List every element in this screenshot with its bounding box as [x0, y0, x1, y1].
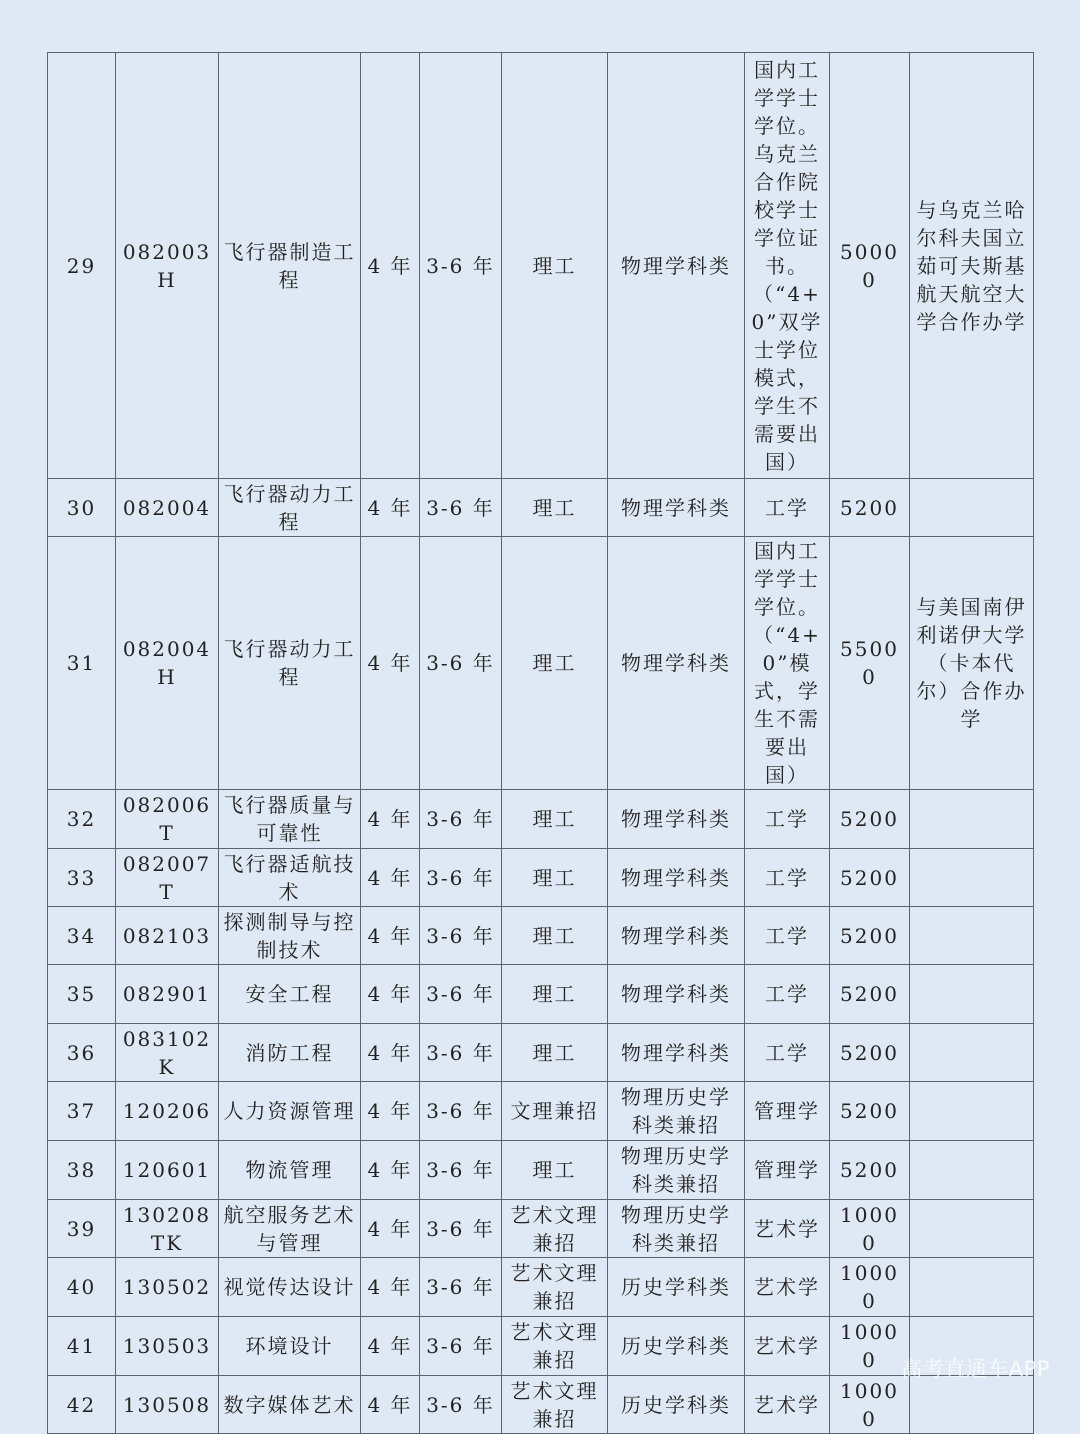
table-row: [48, 907, 1034, 965]
cell-category: 理工: [502, 53, 608, 479]
cell-note: [910, 479, 1034, 537]
cell-name: 物流管理: [219, 1141, 361, 1200]
table-row: [48, 1141, 1034, 1200]
cell-study-years: 3-6 年: [420, 907, 502, 965]
cell-category: 艺术文理兼招: [502, 1200, 608, 1258]
cell-fee: 55000: [830, 537, 910, 790]
cell-category: 理工: [502, 790, 608, 849]
cell-duration: 4 年: [361, 1200, 420, 1258]
cell-category: 理工: [502, 537, 608, 790]
table-row: [48, 790, 1034, 849]
cell-category: 理工: [502, 1024, 608, 1082]
cell-duration: 4 年: [361, 965, 420, 1024]
cell-num: 42: [48, 1376, 116, 1434]
cell-note: [910, 1376, 1034, 1434]
cell-duration: 4 年: [361, 1258, 420, 1317]
cell-duration: 4 年: [361, 907, 420, 965]
cell-num: 33: [48, 849, 116, 907]
cell-subject: 物理学科类: [608, 53, 745, 479]
cell-name: 消防工程: [219, 1024, 361, 1082]
cell-category: 理工: [502, 965, 608, 1024]
cell-num: 34: [48, 907, 116, 965]
cell-subject: 历史学科类: [608, 1317, 745, 1376]
cell-name: 飞行器动力工程: [219, 537, 361, 790]
cell-duration: 4 年: [361, 1376, 420, 1434]
cell-code: 130508: [116, 1376, 219, 1434]
cell-note: [910, 907, 1034, 965]
cell-study-years: 3-6 年: [420, 1317, 502, 1376]
cell-code: 082003H: [116, 53, 219, 479]
cell-study-years: 3-6 年: [420, 1024, 502, 1082]
cell-degree: 工学: [745, 907, 830, 965]
cell-degree: 艺术学: [745, 1317, 830, 1376]
cell-subject: 物理学科类: [608, 790, 745, 849]
cell-name: 环境设计: [219, 1317, 361, 1376]
cell-duration: 4 年: [361, 849, 420, 907]
cell-fee: 5200: [830, 1082, 910, 1141]
cell-name: 安全工程: [219, 965, 361, 1024]
cell-duration: 4 年: [361, 537, 420, 790]
cell-code: 130208TK: [116, 1200, 219, 1258]
cell-category: 艺术文理兼招: [502, 1258, 608, 1317]
cell-code: 082103: [116, 907, 219, 965]
major-table: [47, 52, 1034, 1434]
table-row: [48, 479, 1034, 537]
cell-num: 32: [48, 790, 116, 849]
cell-num: 41: [48, 1317, 116, 1376]
cell-subject: 物理学科类: [608, 537, 745, 790]
cell-category: 理工: [502, 479, 608, 537]
cell-study-years: 3-6 年: [420, 479, 502, 537]
cell-subject: 历史学科类: [608, 1376, 745, 1434]
cell-note: [910, 1258, 1034, 1317]
cell-degree: 工学: [745, 1024, 830, 1082]
cell-degree: 国内工学学士学位。乌克兰合作院校学士学位证书。（“4+0”双学士学位模式，学生不需要出国）: [745, 53, 830, 479]
cell-code: 083102K: [116, 1024, 219, 1082]
cell-name: 视觉传达设计: [219, 1258, 361, 1317]
cell-code: 130503: [116, 1317, 219, 1376]
cell-category: 艺术文理兼招: [502, 1376, 608, 1434]
cell-study-years: 3-6 年: [420, 53, 502, 479]
cell-duration: 4 年: [361, 1082, 420, 1141]
table-row: [48, 1082, 1034, 1141]
cell-num: 36: [48, 1024, 116, 1082]
cell-degree: 管理学: [745, 1082, 830, 1141]
cell-note: [910, 1082, 1034, 1141]
cell-degree: 艺术学: [745, 1376, 830, 1434]
cell-code: 082004: [116, 479, 219, 537]
cell-fee: 5200: [830, 849, 910, 907]
cell-name: 飞行器动力工程: [219, 479, 361, 537]
cell-degree: 艺术学: [745, 1200, 830, 1258]
table-row: [48, 1376, 1034, 1434]
cell-degree: 工学: [745, 790, 830, 849]
cell-fee: 10000: [830, 1317, 910, 1376]
cell-num: 39: [48, 1200, 116, 1258]
cell-code: 120601: [116, 1141, 219, 1200]
table-row: [48, 53, 1034, 479]
cell-name: 飞行器质量与可靠性: [219, 790, 361, 849]
cell-study-years: 3-6 年: [420, 537, 502, 790]
cell-fee: 10000: [830, 1376, 910, 1434]
table-row: [48, 537, 1034, 790]
cell-degree: 工学: [745, 965, 830, 1024]
cell-name: 航空服务艺术与管理: [219, 1200, 361, 1258]
cell-duration: 4 年: [361, 53, 420, 479]
cell-code: 082006T: [116, 790, 219, 849]
cell-fee: 5200: [830, 907, 910, 965]
cell-category: 文理兼招: [502, 1082, 608, 1141]
cell-study-years: 3-6 年: [420, 1258, 502, 1317]
cell-name: 飞行器适航技术: [219, 849, 361, 907]
cell-study-years: 3-6 年: [420, 1082, 502, 1141]
cell-subject: 历史学科类: [608, 1258, 745, 1317]
cell-name: 人力资源管理: [219, 1082, 361, 1141]
cell-note: [910, 1024, 1034, 1082]
cell-fee: 5200: [830, 1024, 910, 1082]
cell-name: 飞行器制造工程: [219, 53, 361, 479]
watermark: 高考直通车APP: [901, 1357, 1050, 1381]
cell-note: [910, 1200, 1034, 1258]
cell-subject: 物理学科类: [608, 907, 745, 965]
cell-degree: 国内工学学士学位。（“4+0”模式，学生不需要出国）: [745, 537, 830, 790]
cell-category: 艺术文理兼招: [502, 1317, 608, 1376]
table-row: [48, 1200, 1034, 1258]
cell-note: [910, 790, 1034, 849]
cell-category: 理工: [502, 849, 608, 907]
cell-fee: 50000: [830, 53, 910, 479]
table-body: [48, 53, 1034, 1434]
cell-degree: 工学: [745, 479, 830, 537]
cell-category: 理工: [502, 1141, 608, 1200]
cell-code: 082007T: [116, 849, 219, 907]
cell-note: 与美国南伊利诺伊大学（卡本代尔）合作办学: [910, 537, 1034, 790]
cell-code: 082901: [116, 965, 219, 1024]
table-row: [48, 965, 1034, 1024]
cell-degree: 工学: [745, 849, 830, 907]
cell-study-years: 3-6 年: [420, 849, 502, 907]
cell-num: 40: [48, 1258, 116, 1317]
cell-duration: 4 年: [361, 790, 420, 849]
cell-note: [910, 1141, 1034, 1200]
cell-subject: 物理历史学科类兼招: [608, 1141, 745, 1200]
cell-fee: 5200: [830, 479, 910, 537]
cell-fee: 5200: [830, 1141, 910, 1200]
cell-duration: 4 年: [361, 1317, 420, 1376]
table-row: [48, 849, 1034, 907]
cell-study-years: 3-6 年: [420, 1200, 502, 1258]
table-row: [48, 1258, 1034, 1317]
cell-name: 探测制导与控制技术: [219, 907, 361, 965]
cell-num: 30: [48, 479, 116, 537]
cell-note: 与乌克兰哈尔科夫国立茹可夫斯基航天航空大学合作办学: [910, 53, 1034, 479]
cell-num: 38: [48, 1141, 116, 1200]
table-row: [48, 1024, 1034, 1082]
cell-subject: 物理学科类: [608, 965, 745, 1024]
cell-code: 120206: [116, 1082, 219, 1141]
cell-code: 130502: [116, 1258, 219, 1317]
cell-fee: 5200: [830, 790, 910, 849]
cell-study-years: 3-6 年: [420, 1141, 502, 1200]
cell-fee: 10000: [830, 1200, 910, 1258]
cell-category: 理工: [502, 907, 608, 965]
cell-subject: 物理学科类: [608, 849, 745, 907]
cell-study-years: 3-6 年: [420, 965, 502, 1024]
cell-subject: 物理学科类: [608, 479, 745, 537]
cell-degree: 管理学: [745, 1141, 830, 1200]
cell-subject: 物理历史学科类兼招: [608, 1200, 745, 1258]
cell-note: [910, 965, 1034, 1024]
cell-fee: 5200: [830, 965, 910, 1024]
cell-num: 29: [48, 53, 116, 479]
cell-study-years: 3-6 年: [420, 790, 502, 849]
cell-num: 37: [48, 1082, 116, 1141]
cell-duration: 4 年: [361, 1024, 420, 1082]
cell-note: [910, 849, 1034, 907]
cell-fee: 10000: [830, 1258, 910, 1317]
cell-duration: 4 年: [361, 1141, 420, 1200]
table-row: [48, 1317, 1034, 1376]
cell-code: 082004H: [116, 537, 219, 790]
cell-study-years: 3-6 年: [420, 1376, 502, 1434]
cell-name: 数字媒体艺术: [219, 1376, 361, 1434]
cell-subject: 物理学科类: [608, 1024, 745, 1082]
cell-duration: 4 年: [361, 479, 420, 537]
cell-subject: 物理历史学科类兼招: [608, 1082, 745, 1141]
cell-num: 31: [48, 537, 116, 790]
cell-num: 35: [48, 965, 116, 1024]
cell-degree: 艺术学: [745, 1258, 830, 1317]
